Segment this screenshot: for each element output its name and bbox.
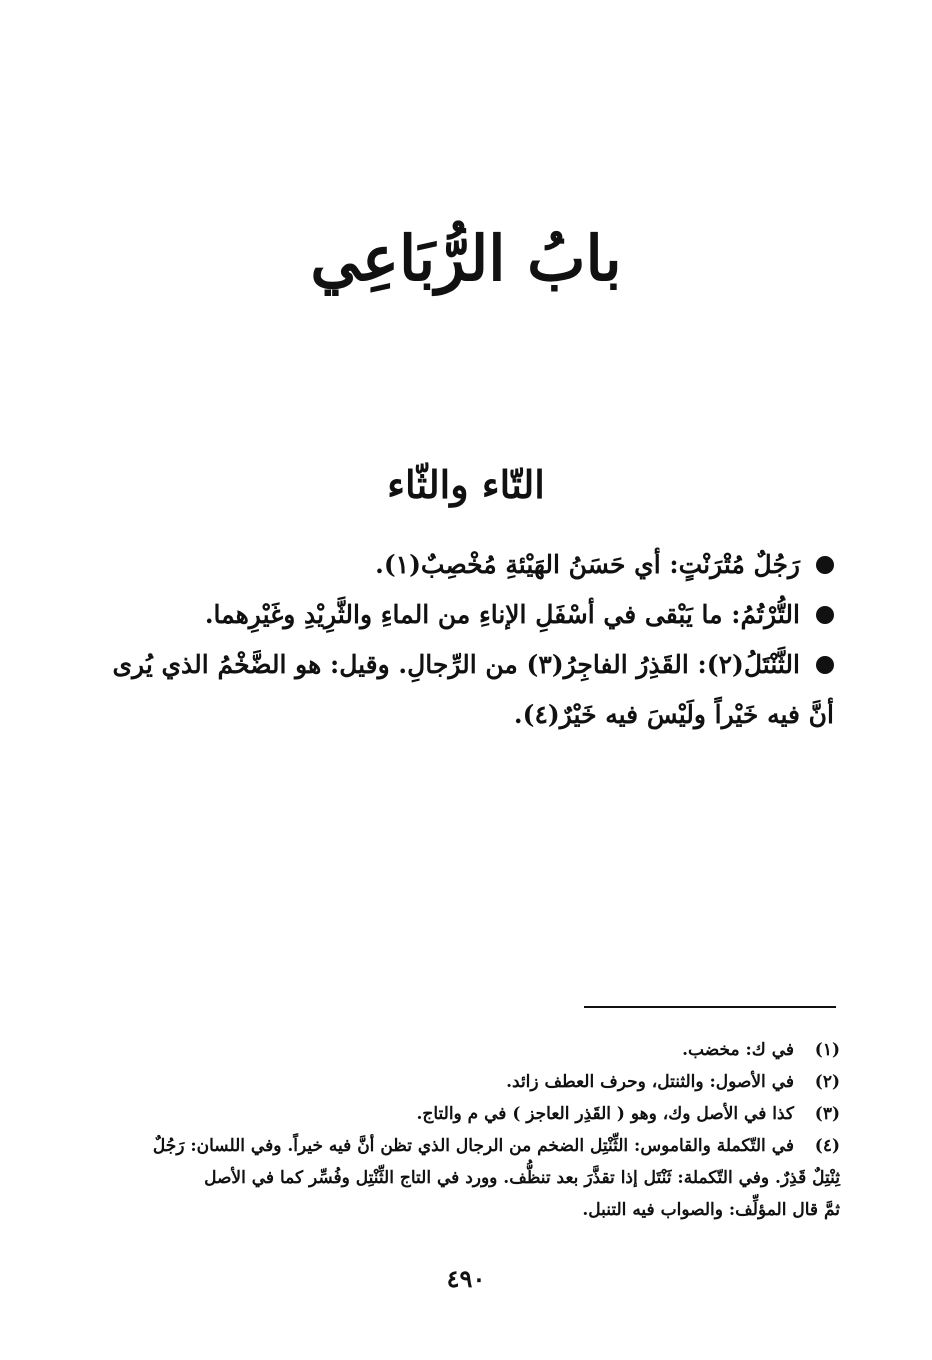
- section-title: التّاء والثّاء: [387, 462, 545, 507]
- footnote-number: (٣): [814, 1104, 840, 1124]
- footnote-divider: [584, 1006, 836, 1008]
- footnote-item: [100, 1130, 840, 1226]
- bullet-icon: [816, 656, 834, 674]
- footnote-text: كذا في الأصل وك، وهو ( القَذِر العاجز ) في م والتاج.: [416, 1104, 794, 1124]
- footnote-number: (٢): [814, 1072, 840, 1092]
- footnote-text: في ك: مخضب.: [682, 1040, 794, 1060]
- entry-text: رَجُلٌ مُتْرَنْتٍ: أي حَسَنُ الهَيْئةِ مُخْصِبٌ(١).: [375, 550, 800, 579]
- bullet-icon: [816, 556, 834, 574]
- entry-text: الثَّنْتَلُ(٢): القَذِرُ الفاجِرُ(٣) من الرِّجالِ. وقيل: هو الضَّخْمُ الذي يُرى: [112, 650, 800, 679]
- footnote-text-continuation: ثِنْتِلٌ قَذِرٌ. وفي التّكملة: ثَنْتَل إذا تقذَّرَ بعد تنظُّف. وورد في التاج الثِّنْتِل وفُسِّر كما في الأصل: [204, 1168, 840, 1188]
- bullet-icon: [816, 606, 834, 624]
- footnote-text: في التّكملة والقاموس: الثِّنْتِل الضخم من الرجال الذي تظن أنَّ فيه خيراً. وفي اللسان: رَجُلٌ: [152, 1136, 794, 1156]
- entry-continuation: أنَّ فيه خَيْراً ولَيْسَ فيه خَيْرٌ(٤).: [513, 700, 834, 729]
- footnote-text-continuation: ثمَّ قال المؤلِّف: والصواب فيه التنبل.: [582, 1200, 840, 1220]
- entry-text: التُّرْتُمُ: ما يَبْقى في أسْفَلِ الإناءِ من الماءِ والثَّرِيْدِ وغَيْرِهما.: [204, 600, 800, 629]
- page-number: ٤٩٠: [446, 1264, 486, 1293]
- page-title: بابُ الرُّبَاعِي: [310, 222, 622, 295]
- entry-item: [98, 540, 834, 590]
- footnote-number: (٤): [814, 1136, 840, 1156]
- footnote-item: [100, 1098, 840, 1130]
- entry-item: [98, 590, 834, 640]
- footnote-item: [100, 1034, 840, 1066]
- footnote-text: في الأصول: والثنتل، وحرف العطف زائد.: [506, 1072, 794, 1092]
- footnote-number: (١): [814, 1040, 840, 1060]
- entry-item: [98, 640, 834, 740]
- footnote-list: [100, 1034, 840, 1226]
- footnote-item: [100, 1066, 840, 1098]
- entry-list: [98, 540, 834, 740]
